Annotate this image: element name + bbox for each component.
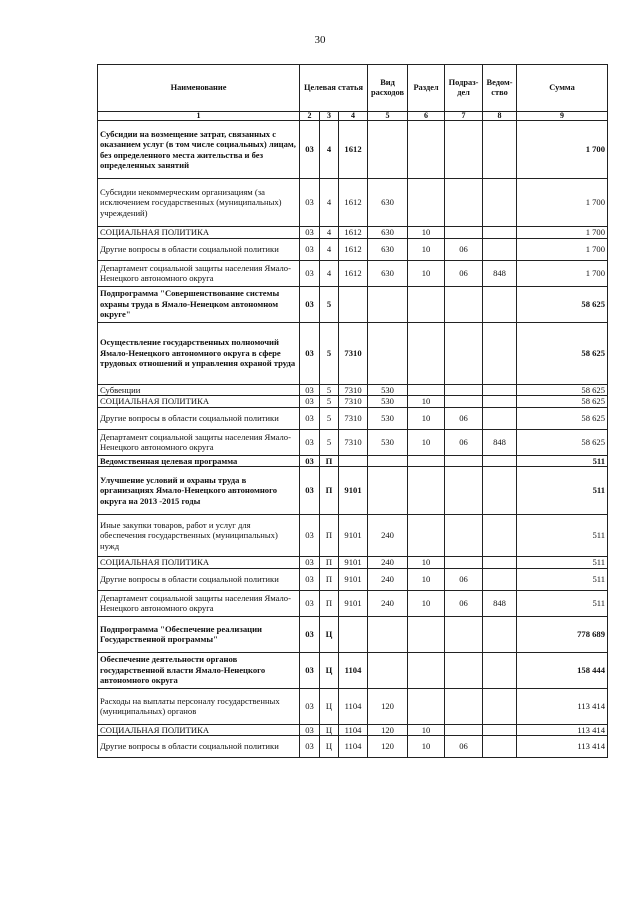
- amount: 113 414: [517, 688, 608, 724]
- table-row: [98, 179, 608, 227]
- department: [483, 179, 517, 227]
- expense-type: [368, 652, 408, 688]
- section: [408, 384, 445, 396]
- department: [483, 736, 517, 758]
- target-code: 1104: [339, 688, 368, 724]
- section: [408, 322, 445, 384]
- header-name: Наименование: [98, 65, 300, 112]
- expense-type: 240: [368, 590, 408, 616]
- row-name: Департамент социальной защиты населения Ямало-Ненецкого автономного округа: [98, 429, 300, 455]
- expense-type: 530: [368, 429, 408, 455]
- target-code: 9101: [339, 515, 368, 557]
- header-amount: Сумма: [517, 65, 608, 112]
- target-program: 03: [300, 384, 320, 396]
- row-name: Департамент социальной защиты населения Ямало-Ненецкого автономного округа: [98, 590, 300, 616]
- target-subprogram: 4: [320, 238, 339, 260]
- target-subprogram: 5: [320, 286, 339, 322]
- amount: 1 700: [517, 179, 608, 227]
- subsection: 06: [445, 407, 483, 429]
- col-num: 5: [368, 112, 408, 121]
- section: [408, 616, 445, 652]
- table-row: [98, 455, 608, 467]
- target-program: 03: [300, 724, 320, 736]
- col-num: 8: [483, 112, 517, 121]
- row-name: Другие вопросы в области социальной политики: [98, 407, 300, 429]
- row-name: СОЦИАЛЬНАЯ ПОЛИТИКА: [98, 724, 300, 736]
- section: 10: [408, 396, 445, 408]
- column-number-row: [98, 112, 608, 121]
- target-code: 1612: [339, 238, 368, 260]
- section: [408, 179, 445, 227]
- section: 10: [408, 260, 445, 286]
- target-program: 03: [300, 467, 320, 515]
- target-code: 1612: [339, 260, 368, 286]
- subsection: 06: [445, 568, 483, 590]
- expense-type: 630: [368, 179, 408, 227]
- expense-type: [368, 322, 408, 384]
- target-code: 1104: [339, 652, 368, 688]
- expense-type: [368, 455, 408, 467]
- department: 848: [483, 260, 517, 286]
- subsection: [445, 179, 483, 227]
- department: [483, 286, 517, 322]
- header-department: Ведом-ство: [483, 65, 517, 112]
- row-name: Ведомственная целевая программа: [98, 455, 300, 467]
- subsection: [445, 616, 483, 652]
- table-row: [98, 688, 608, 724]
- table-row: [98, 322, 608, 384]
- subsection: [445, 286, 483, 322]
- section: [408, 652, 445, 688]
- row-name: Улучшение условий и охраны труда в организациях Ямало-Ненецкого автономного округа на 2013 -2015 годы: [98, 467, 300, 515]
- department: [483, 227, 517, 239]
- target-subprogram: 5: [320, 407, 339, 429]
- table-row: [98, 238, 608, 260]
- section: [408, 515, 445, 557]
- target-subprogram: Ц: [320, 652, 339, 688]
- amount: 158 444: [517, 652, 608, 688]
- target-code: 1612: [339, 179, 368, 227]
- target-program: 03: [300, 227, 320, 239]
- target-code: 7310: [339, 322, 368, 384]
- target-subprogram: П: [320, 590, 339, 616]
- row-name: Субсидии некоммерческим организациям (за исключением государственных (муниципальных) учреждений): [98, 179, 300, 227]
- subsection: [445, 322, 483, 384]
- subsection: 06: [445, 429, 483, 455]
- subsection: [445, 121, 483, 179]
- department: 848: [483, 590, 517, 616]
- target-subprogram: 4: [320, 179, 339, 227]
- subsection: [445, 455, 483, 467]
- header-row: [98, 65, 608, 112]
- expense-type: [368, 286, 408, 322]
- target-code: 9101: [339, 590, 368, 616]
- header-expense-type: Вид расходов: [368, 65, 408, 112]
- target-program: 03: [300, 260, 320, 286]
- amount: 511: [517, 568, 608, 590]
- header-subsection: Подраз-дел: [445, 65, 483, 112]
- department: [483, 467, 517, 515]
- section: 10: [408, 568, 445, 590]
- target-program: 03: [300, 616, 320, 652]
- row-name: СОЦИАЛЬНАЯ ПОЛИТИКА: [98, 396, 300, 408]
- amount: 58 625: [517, 429, 608, 455]
- table-row: [98, 590, 608, 616]
- target-program: 03: [300, 179, 320, 227]
- expense-type: 530: [368, 396, 408, 408]
- row-name: СОЦИАЛЬНАЯ ПОЛИТИКА: [98, 557, 300, 569]
- department: [483, 616, 517, 652]
- target-subprogram: Ц: [320, 724, 339, 736]
- department: [483, 515, 517, 557]
- expense-type: 530: [368, 384, 408, 396]
- table-row: [98, 652, 608, 688]
- subsection: 06: [445, 260, 483, 286]
- target-program: 03: [300, 396, 320, 408]
- target-program: 03: [300, 568, 320, 590]
- target-subprogram: 5: [320, 322, 339, 384]
- col-num: 9: [517, 112, 608, 121]
- table-row: [98, 557, 608, 569]
- target-code: 9101: [339, 557, 368, 569]
- expense-type: 630: [368, 238, 408, 260]
- amount: 778 689: [517, 616, 608, 652]
- row-name: Подпрограмма "Обеспечение реализации Государственной программы": [98, 616, 300, 652]
- budget-table: [97, 64, 608, 758]
- target-subprogram: Ц: [320, 616, 339, 652]
- section: [408, 121, 445, 179]
- section: 10: [408, 238, 445, 260]
- row-name: Другие вопросы в области социальной политики: [98, 238, 300, 260]
- amount: 511: [517, 557, 608, 569]
- header-section: Раздел: [408, 65, 445, 112]
- subsection: [445, 467, 483, 515]
- expense-type: [368, 616, 408, 652]
- amount: 1 700: [517, 227, 608, 239]
- section: [408, 286, 445, 322]
- department: [483, 652, 517, 688]
- target-code: 1612: [339, 227, 368, 239]
- row-name: Другие вопросы в области социальной политики: [98, 736, 300, 758]
- target-program: 03: [300, 557, 320, 569]
- department: [483, 724, 517, 736]
- table-row: [98, 260, 608, 286]
- row-name: Расходы на выплаты персоналу государственных (муниципальных) органов: [98, 688, 300, 724]
- amount: 511: [517, 515, 608, 557]
- target-program: 03: [300, 407, 320, 429]
- department: 848: [483, 429, 517, 455]
- table-row: [98, 736, 608, 758]
- amount: 58 625: [517, 396, 608, 408]
- target-code: 1612: [339, 121, 368, 179]
- table-row: [98, 384, 608, 396]
- target-subprogram: 4: [320, 227, 339, 239]
- target-program: 03: [300, 121, 320, 179]
- expense-type: 240: [368, 568, 408, 590]
- table-row: [98, 467, 608, 515]
- target-program: 03: [300, 238, 320, 260]
- department: [483, 688, 517, 724]
- row-name: Подпрограмма "Совершенствование системы охраны труда в Ямало-Ненецком автономном округе": [98, 286, 300, 322]
- row-name: Обеспечение деятельности органов государственной власти Ямало-Ненецкого автономного округа: [98, 652, 300, 688]
- target-subprogram: П: [320, 467, 339, 515]
- target-subprogram: П: [320, 557, 339, 569]
- table-row: [98, 616, 608, 652]
- department: [483, 396, 517, 408]
- department: [483, 455, 517, 467]
- target-subprogram: 5: [320, 384, 339, 396]
- target-program: 03: [300, 429, 320, 455]
- amount: 511: [517, 467, 608, 515]
- amount: 58 625: [517, 384, 608, 396]
- amount: 113 414: [517, 724, 608, 736]
- amount: 113 414: [517, 736, 608, 758]
- col-num: 7: [445, 112, 483, 121]
- subsection: [445, 724, 483, 736]
- expense-type: 240: [368, 557, 408, 569]
- col-num: 4: [339, 112, 368, 121]
- amount: 1 700: [517, 121, 608, 179]
- section: 10: [408, 407, 445, 429]
- target-code: 7310: [339, 407, 368, 429]
- table-row: [98, 396, 608, 408]
- target-code: 7310: [339, 396, 368, 408]
- table-row: [98, 227, 608, 239]
- target-subprogram: 4: [320, 121, 339, 179]
- target-code: 7310: [339, 429, 368, 455]
- department: [483, 568, 517, 590]
- target-code: [339, 455, 368, 467]
- table-row: [98, 429, 608, 455]
- table-row: [98, 286, 608, 322]
- target-subprogram: 5: [320, 396, 339, 408]
- section: 10: [408, 736, 445, 758]
- amount: 1 700: [517, 260, 608, 286]
- subsection: 06: [445, 238, 483, 260]
- expense-type: [368, 467, 408, 515]
- section: 10: [408, 227, 445, 239]
- target-subprogram: П: [320, 568, 339, 590]
- amount: 511: [517, 590, 608, 616]
- target-subprogram: Ц: [320, 736, 339, 758]
- department: [483, 238, 517, 260]
- amount: 58 625: [517, 322, 608, 384]
- table-body: [98, 121, 608, 758]
- target-program: 03: [300, 515, 320, 557]
- col-num: 3: [320, 112, 339, 121]
- row-name: Субвенции: [98, 384, 300, 396]
- col-num: 6: [408, 112, 445, 121]
- target-program: 03: [300, 455, 320, 467]
- row-name: Осуществление государственных полномочий Ямало-Ненецкого автономного округа в сфере трудовых отношений и управления охраной труда: [98, 322, 300, 384]
- target-code: 1104: [339, 736, 368, 758]
- subsection: [445, 652, 483, 688]
- target-code: 9101: [339, 568, 368, 590]
- row-name: СОЦИАЛЬНАЯ ПОЛИТИКА: [98, 227, 300, 239]
- amount: 58 625: [517, 407, 608, 429]
- target-program: 03: [300, 590, 320, 616]
- target-program: 03: [300, 286, 320, 322]
- target-subprogram: 4: [320, 260, 339, 286]
- target-code: 7310: [339, 384, 368, 396]
- expense-type: 630: [368, 260, 408, 286]
- section: [408, 455, 445, 467]
- department: [483, 322, 517, 384]
- table-row: [98, 407, 608, 429]
- expense-type: 240: [368, 515, 408, 557]
- department: [483, 384, 517, 396]
- col-num: 1: [98, 112, 300, 121]
- row-name: Иные закупки товаров, работ и услуг для обеспечения государственных (муниципальных) нужд: [98, 515, 300, 557]
- subsection: [445, 384, 483, 396]
- amount: 58 625: [517, 286, 608, 322]
- expense-type: 120: [368, 688, 408, 724]
- target-code: [339, 616, 368, 652]
- target-program: 03: [300, 652, 320, 688]
- subsection: [445, 227, 483, 239]
- expense-type: [368, 121, 408, 179]
- target-code: 9101: [339, 467, 368, 515]
- section: 10: [408, 590, 445, 616]
- table-row: [98, 515, 608, 557]
- expense-type: 530: [368, 407, 408, 429]
- target-subprogram: П: [320, 515, 339, 557]
- row-name: Субсидии на возмещение затрат, связанных с оказанием услуг (в том числе социальных) лицам, без определенного места жительства и без определенных занятий: [98, 121, 300, 179]
- target-code: [339, 286, 368, 322]
- row-name: Департамент социальной защиты населения Ямало-Ненецкого автономного округа: [98, 260, 300, 286]
- expense-type: 120: [368, 724, 408, 736]
- subsection: 06: [445, 590, 483, 616]
- section: 10: [408, 557, 445, 569]
- subsection: 06: [445, 736, 483, 758]
- amount: 1 700: [517, 238, 608, 260]
- subsection: [445, 396, 483, 408]
- table-row: [98, 121, 608, 179]
- row-name: Другие вопросы в области социальной политики: [98, 568, 300, 590]
- subsection: [445, 688, 483, 724]
- table-row: [98, 568, 608, 590]
- department: [483, 557, 517, 569]
- col-num: 2: [300, 112, 320, 121]
- section: [408, 467, 445, 515]
- department: [483, 121, 517, 179]
- target-program: 03: [300, 322, 320, 384]
- target-code: 1104: [339, 724, 368, 736]
- amount: 511: [517, 455, 608, 467]
- target-subprogram: П: [320, 455, 339, 467]
- section: 10: [408, 724, 445, 736]
- department: [483, 407, 517, 429]
- expense-type: 630: [368, 227, 408, 239]
- section: [408, 688, 445, 724]
- table-row: [98, 724, 608, 736]
- subsection: [445, 557, 483, 569]
- target-subprogram: Ц: [320, 688, 339, 724]
- page-number: 30: [314, 34, 326, 46]
- subsection: [445, 515, 483, 557]
- target-subprogram: 5: [320, 429, 339, 455]
- header-target: Целевая статья: [300, 65, 368, 112]
- target-program: 03: [300, 688, 320, 724]
- expense-type: 120: [368, 736, 408, 758]
- target-program: 03: [300, 736, 320, 758]
- section: 10: [408, 429, 445, 455]
